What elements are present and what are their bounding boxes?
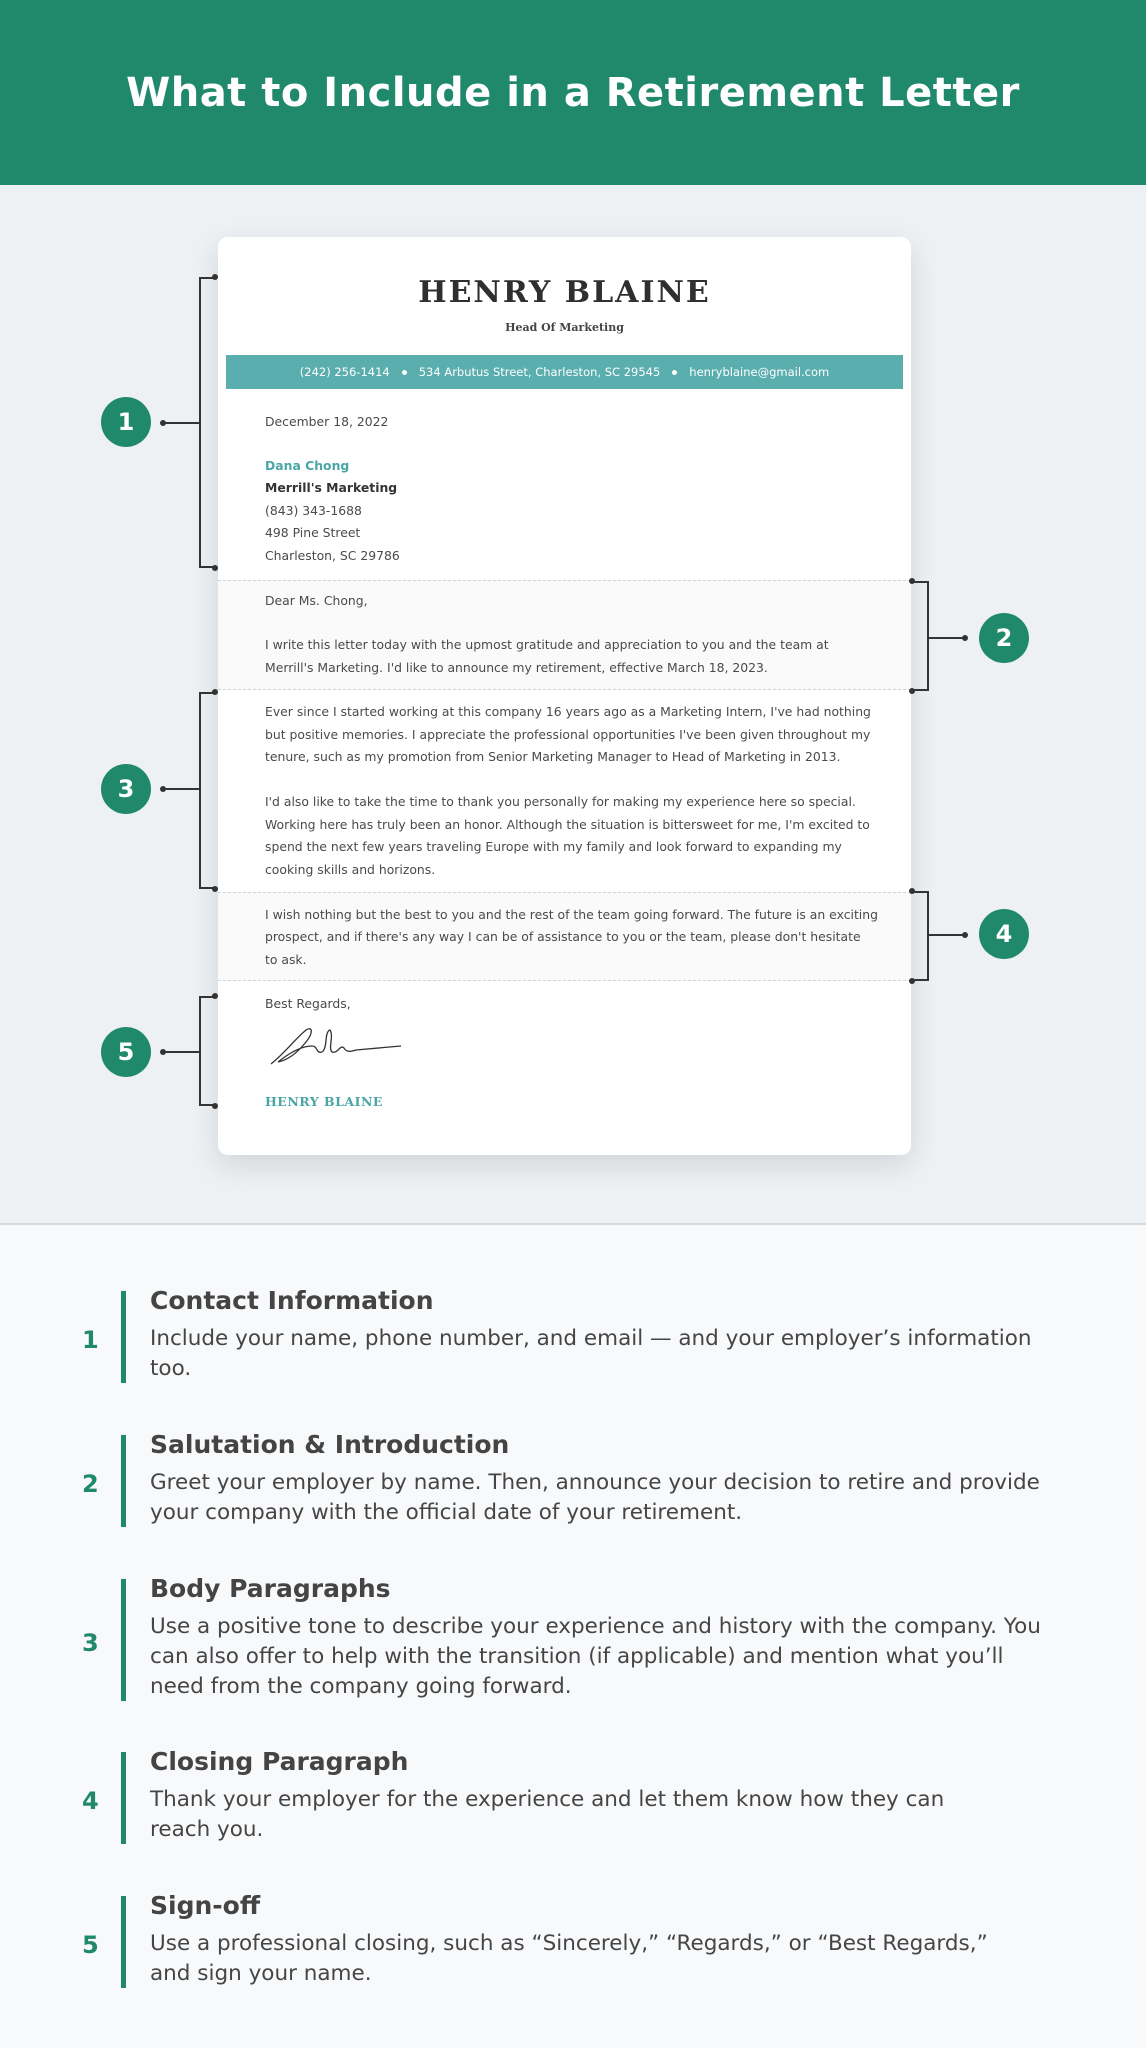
bracket-end-dot <box>909 688 915 694</box>
signature-icon <box>266 1022 406 1072</box>
connector-2 <box>929 637 965 639</box>
sender-name: HENRY BLAINE <box>418 275 711 310</box>
connector-4 <box>929 934 965 936</box>
connector-dot <box>160 786 166 792</box>
sender-role: Head Of Marketing <box>505 321 624 334</box>
item-title: Body Paragraphs <box>150 1574 391 1603</box>
bracket-end-dot <box>212 274 218 280</box>
connector-5 <box>163 1051 199 1053</box>
bracket-1 <box>199 277 215 568</box>
item-number: 1 <box>82 1326 99 1354</box>
recipient-street: 498 Pine Street <box>265 525 361 540</box>
body-line: spend the next few years traveling Europe with my family and look forward to expanding my <box>265 839 842 854</box>
badge-3: 3 <box>101 764 151 814</box>
item-description: Thank your employer for the experience and let them know how they can reach you. <box>150 1787 945 1842</box>
intro-line: Merrill's Marketing. I'd like to announce my retirement, effective March 18, 2023. <box>265 660 768 675</box>
bracket-2 <box>912 581 929 691</box>
badge-2: 2 <box>979 613 1029 663</box>
item-description: Greet your employer by name. Then, announce your decision to retire and provide your company with the official date of your retirement. <box>150 1470 1040 1525</box>
bracket-end-dot <box>909 978 915 984</box>
recipient-city: Charleston, SC 29786 <box>265 548 400 563</box>
bracket-end-dot <box>212 1103 218 1109</box>
badge-5: 5 <box>101 1027 151 1077</box>
letter-paper <box>218 237 911 1155</box>
bullet-icon <box>672 370 677 375</box>
body-line: I'd also like to take the time to thank you personally for making my experience here so special. <box>265 794 856 809</box>
item-accent-bar <box>121 1579 126 1701</box>
connector-dot <box>160 1049 166 1055</box>
body-line: cooking skills and horizons. <box>265 862 436 877</box>
badge-4: 4 <box>979 909 1029 959</box>
body-line: Working here has truly been an honor. Although the situation is bittersweet for me, I'm excited to <box>265 817 870 832</box>
closing-line: prospect, and if there's any way I can be of assistance to you or the team, please don't hesitate <box>265 929 861 944</box>
badge-1: 1 <box>101 397 151 447</box>
page-title: What to Include in a Retirement Letter <box>126 69 1020 116</box>
bracket-4 <box>912 891 929 981</box>
bracket-end-dot <box>909 888 915 894</box>
closing-line: I wish nothing but the best to you and the rest of the team going forward. The future is an exciting <box>265 907 878 922</box>
item-number: 4 <box>82 1787 99 1815</box>
bracket-end-dot <box>909 578 915 584</box>
item-title: Salutation & Introduction <box>150 1430 510 1459</box>
item-accent-bar <box>121 1896 126 1988</box>
signature-name: HENRY BLAINE <box>265 1094 383 1109</box>
closing-line: to ask. <box>265 952 307 967</box>
sender-address: 534 Arbutus Street, Charleston, SC 29545 <box>418 365 661 379</box>
sender-phone: (242) 256-1414 <box>299 365 390 379</box>
intro-line: I write this letter today with the upmost gratitude and appreciation to you and the team at <box>265 637 829 652</box>
item-accent-bar <box>121 1435 126 1527</box>
body-line: tenure, such as my promotion from Senior Marketing Manager to Head of Marketing in 2013. <box>265 749 841 764</box>
bracket-end-dot <box>212 689 218 695</box>
recipient-name: Dana Chong <box>265 458 350 473</box>
bracket-end-dot <box>212 565 218 571</box>
letter-date: December 18, 2022 <box>265 414 389 429</box>
bracket-end-dot <box>212 886 218 892</box>
bracket-5 <box>199 996 215 1106</box>
item-title: Contact Information <box>150 1286 434 1315</box>
item-number: 3 <box>82 1629 99 1657</box>
connector-dot <box>962 932 968 938</box>
item-accent-bar <box>121 1291 126 1383</box>
item-title: Sign-off <box>150 1891 261 1920</box>
item-title: Closing Paragraph <box>150 1747 409 1776</box>
sender-email: henryblaine@gmail.com <box>689 365 830 379</box>
connector-3 <box>163 788 199 790</box>
item-description: Include your name, phone number, and email — and your employer’s information too. <box>150 1326 1032 1381</box>
recipient-company: Merrill's Marketing <box>265 480 398 495</box>
bracket-3 <box>199 692 215 889</box>
item-description: Use a positive tone to describe your experience and history with the company. You can also offer to help with the transition (if applicable) and mention what you’ll need from the company going forward. <box>150 1614 1041 1699</box>
item-description: Use a professional closing, such as “Sincerely,” “Regards,” or “Best Regards,” and sign your name. <box>150 1931 988 1986</box>
item-number: 5 <box>82 1931 99 1959</box>
item-accent-bar <box>121 1752 126 1844</box>
item-number: 2 <box>82 1470 99 1498</box>
connector-dot <box>962 635 968 641</box>
recipient-phone: (843) 343-1688 <box>265 503 362 518</box>
body-line: but positive memories. I appreciate the professional opportunities I've been given throughout my <box>265 727 871 742</box>
salutation: Dear Ms. Chong, <box>265 593 368 608</box>
signoff: Best Regards, <box>265 996 351 1011</box>
connector-1 <box>163 422 199 424</box>
bracket-end-dot <box>212 993 218 999</box>
page-header <box>0 0 1146 185</box>
connector-dot <box>160 420 166 426</box>
letter-figure <box>0 185 1146 1225</box>
contact-bar <box>226 355 903 389</box>
body-line: Ever since I started working at this company 16 years ago as a Marketing Intern, I've had nothing <box>265 704 871 719</box>
bullet-icon <box>402 370 407 375</box>
